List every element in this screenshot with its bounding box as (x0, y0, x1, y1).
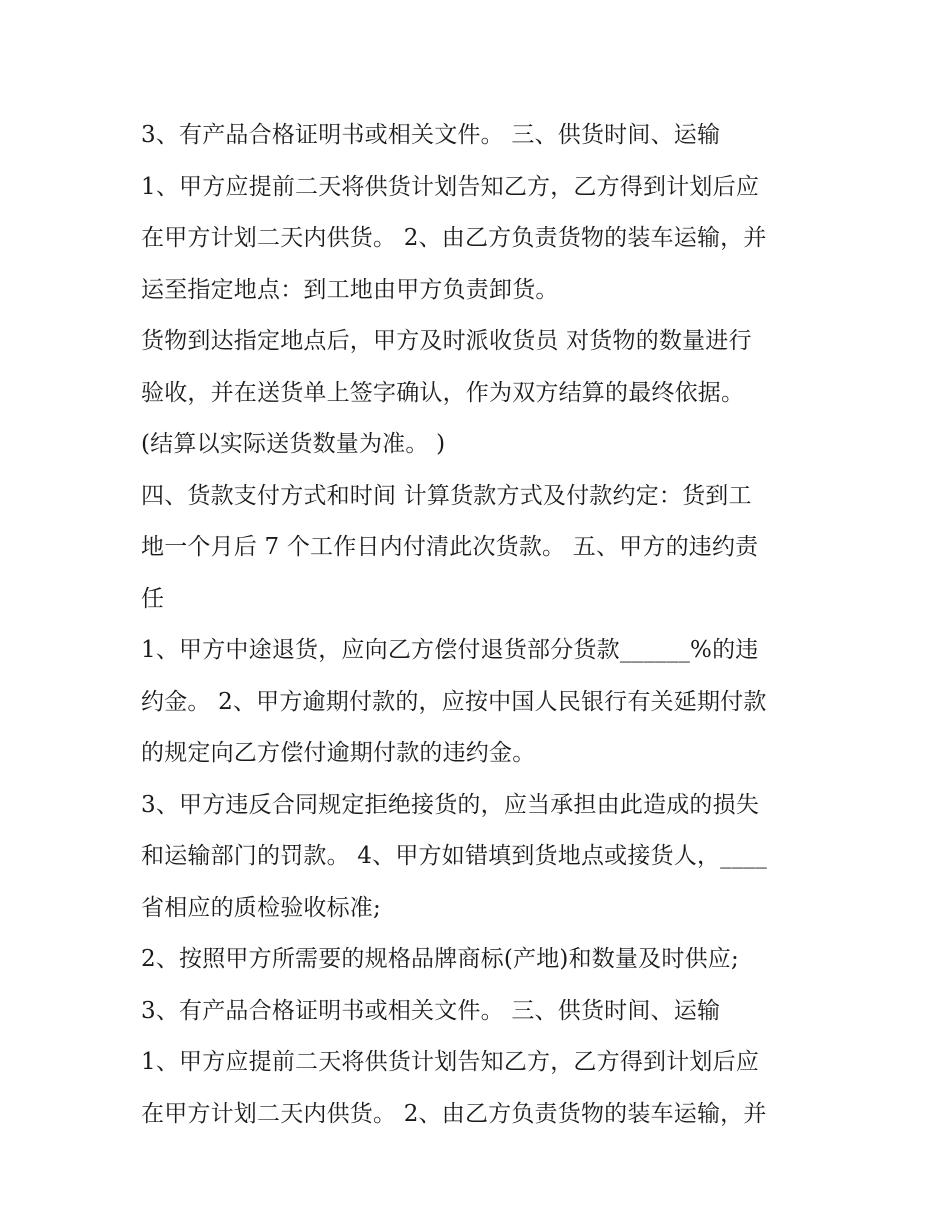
text-line: 任 (141, 585, 165, 612)
text-line: (结算以实际送货数量为准。 ) (141, 431, 446, 457)
text-line: 约金。 2、甲方逾期付款的，应按中国人民银行有关延期付款 (141, 688, 767, 715)
text-line: 2、按照甲方所需要的规格品牌商标(产地)和数量及时供应; (141, 946, 739, 972)
text-line: 省相应的质检验收标准; (141, 894, 381, 921)
text-line: 在甲方计划二天内供货。 2、由乙方负责货物的装车运输，并 (141, 1100, 767, 1127)
text-line: 3、有产品合格证明书或相关文件。 三、供货时间、运输 (141, 122, 721, 148)
text-line: 3、有产品合格证明书或相关文件。 三、供货时间、运输 (141, 997, 721, 1024)
text-line: 运至指定地点：到工地由甲方负责卸货。 (141, 276, 559, 303)
document-body (141, 110, 821, 1140)
text-line: 在甲方计划二天内供货。 2、由乙方负责货物的装车运输，并 (141, 225, 767, 251)
text-line: 验收，并在送货单上签字确认，作为双方结算的最终依据。 (141, 379, 745, 406)
text-line: 地一个月后 7 个工作日内付清此次货款。 五、甲方的违约责 (141, 534, 759, 560)
text-line: 1、甲方中途退货，应向乙方偿付退货部分货款______%的违 (141, 637, 759, 663)
text-line: 四、货款支付方式和时间 计算货款方式及付款约定：货到工 (141, 482, 752, 509)
text-line: 1、甲方应提前二天将供货计划告知乙方，乙方得到计划后应 (141, 173, 760, 200)
text-line: 货物到达指定地点后，甲方及时派收货员 对货物的数量进行 (141, 328, 752, 354)
text-line: 和运输部门的罚款。 4、甲方如错填到货地点或接货人，____ (141, 843, 767, 869)
text-line: 1、甲方应提前二天将供货计划告知乙方，乙方得到计划后应 (141, 1049, 760, 1075)
text-line: 的规定向乙方偿付逾期付款的违约金。 (141, 740, 536, 766)
text-line: 3、甲方违反合同规定拒绝接货的，应当承担由此造成的损失 (141, 791, 760, 818)
